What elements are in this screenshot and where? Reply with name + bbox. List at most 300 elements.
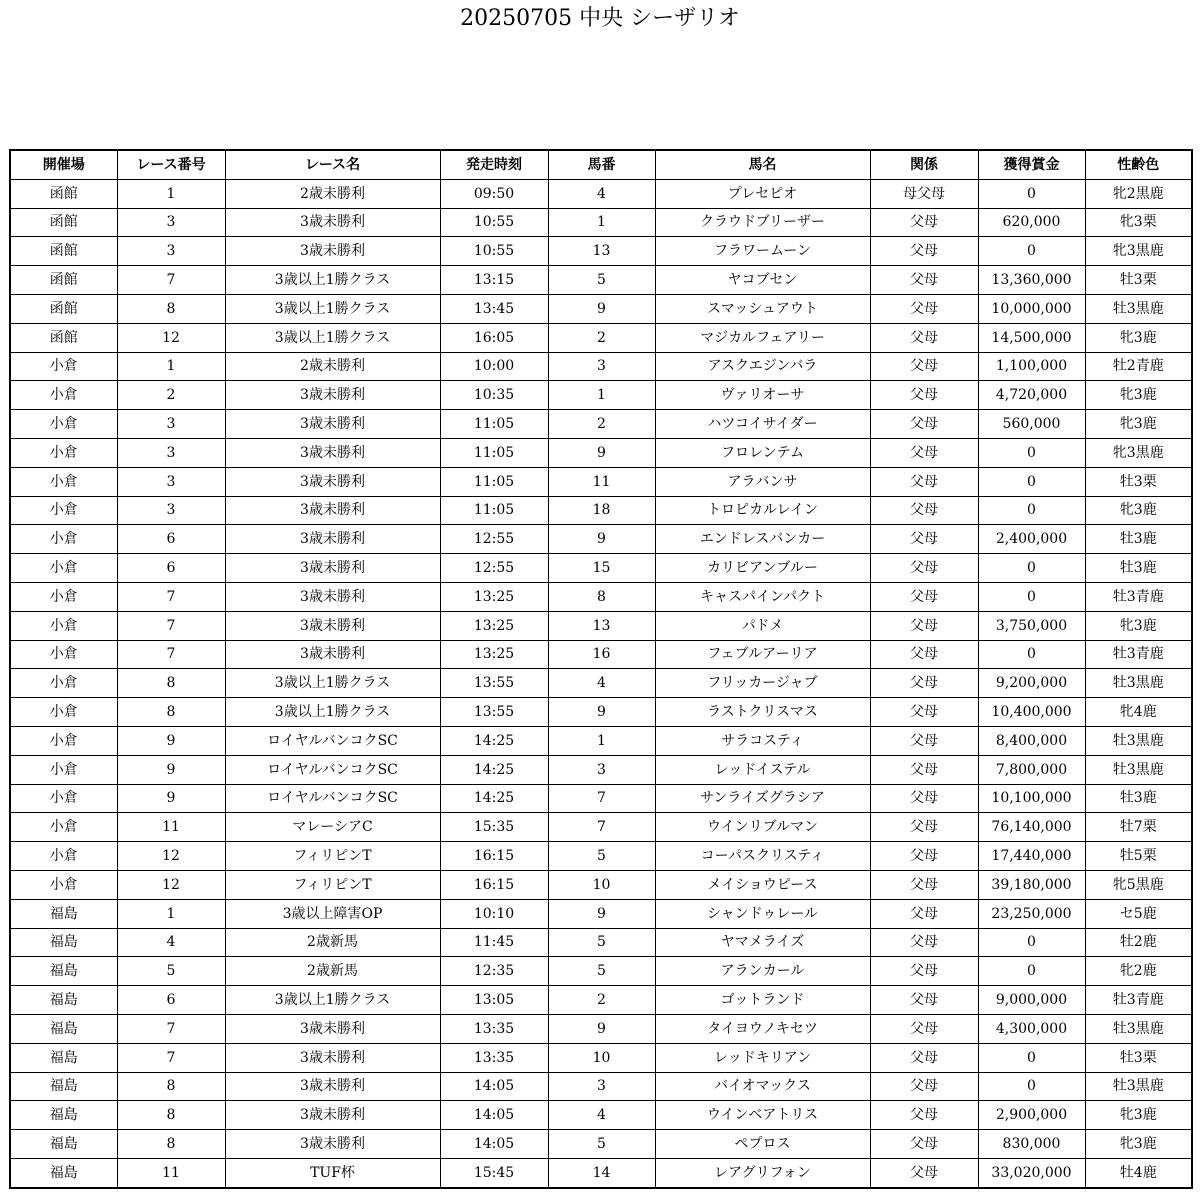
column-header-horse-number: 馬番	[548, 150, 655, 179]
sex-age-color-cell: 牝3鹿	[1085, 1101, 1192, 1130]
relation-cell: 父母	[870, 208, 978, 237]
relation-cell: 父母	[870, 352, 978, 381]
race-name-cell: 3歳以上1勝クラス	[225, 986, 440, 1015]
horse-number-cell: 7	[548, 813, 655, 842]
sex-age-color-cell: 牡3黒鹿	[1085, 1014, 1192, 1043]
post-time-cell: 16:15	[440, 870, 548, 899]
relation-cell: 父母	[870, 813, 978, 842]
horse-number-cell: 10	[548, 870, 655, 899]
prize-money-cell: 10,400,000	[978, 698, 1085, 727]
sex-age-color-cell: 牡3黒鹿	[1085, 294, 1192, 323]
venue-cell: 福島	[10, 1014, 117, 1043]
horse-name-cell: カリビアンブルー	[655, 554, 870, 583]
table-row	[10, 294, 1192, 323]
venue-cell: 福島	[10, 957, 117, 986]
relation-cell: 父母	[870, 611, 978, 640]
relation-cell: 父母	[870, 957, 978, 986]
prize-money-cell: 0	[978, 554, 1085, 583]
post-time-cell: 14:05	[440, 1101, 548, 1130]
table-row	[10, 640, 1192, 669]
horse-name-cell: アスクエジンバラ	[655, 352, 870, 381]
horse-name-cell: レッドイステル	[655, 755, 870, 784]
sex-age-color-cell: 牝4鹿	[1085, 698, 1192, 727]
column-header-prize-money: 獲得賞金	[978, 150, 1085, 179]
post-time-cell: 16:15	[440, 842, 548, 871]
race-number-cell: 11	[117, 1158, 225, 1187]
horse-number-cell: 3	[548, 1072, 655, 1101]
prize-money-cell: 0	[978, 237, 1085, 266]
venue-cell: 小倉	[10, 698, 117, 727]
post-time-cell: 13:25	[440, 611, 548, 640]
sex-age-color-cell: 牡3青鹿	[1085, 582, 1192, 611]
race-number-cell: 7	[117, 611, 225, 640]
column-header-horse-name: 馬名	[655, 150, 870, 179]
prize-money-cell: 2,400,000	[978, 525, 1085, 554]
race-name-cell: 3歳未勝利	[225, 640, 440, 669]
horse-name-cell: サンライズグラシア	[655, 784, 870, 813]
relation-cell: 父母	[870, 323, 978, 352]
post-time-cell: 11:05	[440, 410, 548, 439]
table-row	[10, 582, 1192, 611]
relation-cell: 父母	[870, 928, 978, 957]
horse-number-cell: 3	[548, 755, 655, 784]
table-row	[10, 467, 1192, 496]
relation-cell: 父母	[870, 1130, 978, 1159]
venue-cell: 福島	[10, 1043, 117, 1072]
race-name-cell: 3歳以上1勝クラス	[225, 323, 440, 352]
sex-age-color-cell: 牝3鹿	[1085, 496, 1192, 525]
prize-money-cell: 4,300,000	[978, 1014, 1085, 1043]
venue-cell: 小倉	[10, 813, 117, 842]
race-name-cell: 3歳未勝利	[225, 1130, 440, 1159]
race-name-cell: 3歳未勝利	[225, 1101, 440, 1130]
table-row	[10, 1158, 1192, 1187]
race-name-cell: 3歳以上1勝クラス	[225, 669, 440, 698]
post-time-cell: 14:25	[440, 784, 548, 813]
sex-age-color-cell: 牡3鹿	[1085, 554, 1192, 583]
table-row	[10, 698, 1192, 727]
horse-name-cell: スマッシュアウト	[655, 294, 870, 323]
post-time-cell: 10:55	[440, 208, 548, 237]
horse-name-cell: ラストクリスマス	[655, 698, 870, 727]
table-row	[10, 352, 1192, 381]
race-number-cell: 8	[117, 1072, 225, 1101]
post-time-cell: 10:00	[440, 352, 548, 381]
post-time-cell: 11:45	[440, 928, 548, 957]
horse-number-cell: 9	[548, 698, 655, 727]
table-row	[10, 784, 1192, 813]
horse-number-cell: 9	[548, 294, 655, 323]
race-name-cell: 3歳未勝利	[225, 496, 440, 525]
horse-name-cell: ヴァリオーサ	[655, 381, 870, 410]
table-row	[10, 1043, 1192, 1072]
table-row	[10, 870, 1192, 899]
post-time-cell: 13:05	[440, 986, 548, 1015]
table-row	[10, 266, 1192, 295]
relation-cell: 父母	[870, 640, 978, 669]
horse-number-cell: 2	[548, 986, 655, 1015]
venue-cell: 小倉	[10, 669, 117, 698]
sex-age-color-cell: 牝3鹿	[1085, 611, 1192, 640]
horse-name-cell: ヤマメライズ	[655, 928, 870, 957]
race-name-cell: フィリピンT	[225, 870, 440, 899]
horse-number-cell: 1	[548, 208, 655, 237]
sex-age-color-cell: 牝3鹿	[1085, 381, 1192, 410]
race-name-cell: 3歳未勝利	[225, 582, 440, 611]
venue-cell: 福島	[10, 928, 117, 957]
horse-name-cell: フェブルアーリア	[655, 640, 870, 669]
race-name-cell: 3歳未勝利	[225, 554, 440, 583]
horse-name-cell: バイオマックス	[655, 1072, 870, 1101]
table-row	[10, 410, 1192, 439]
race-number-cell: 8	[117, 294, 225, 323]
prize-money-cell: 0	[978, 582, 1085, 611]
horse-number-cell: 2	[548, 410, 655, 439]
race-name-cell: 3歳未勝利	[225, 237, 440, 266]
venue-cell: 小倉	[10, 784, 117, 813]
post-time-cell: 11:05	[440, 467, 548, 496]
sex-age-color-cell: 牡3黒鹿	[1085, 726, 1192, 755]
race-number-cell: 8	[117, 1130, 225, 1159]
relation-cell: 父母	[870, 438, 978, 467]
horse-number-cell: 13	[548, 237, 655, 266]
venue-cell: 函館	[10, 208, 117, 237]
race-number-cell: 8	[117, 669, 225, 698]
race-name-cell: 3歳以上1勝クラス	[225, 698, 440, 727]
race-number-cell: 3	[117, 496, 225, 525]
post-time-cell: 16:05	[440, 323, 548, 352]
race-number-cell: 3	[117, 208, 225, 237]
venue-cell: 小倉	[10, 755, 117, 784]
venue-cell: 函館	[10, 323, 117, 352]
post-time-cell: 11:05	[440, 438, 548, 467]
horse-number-cell: 2	[548, 323, 655, 352]
prize-money-cell: 0	[978, 438, 1085, 467]
sex-age-color-cell: 牝3鹿	[1085, 1130, 1192, 1159]
race-number-cell: 7	[117, 640, 225, 669]
post-time-cell: 11:05	[440, 496, 548, 525]
sex-age-color-cell: 牝5黒鹿	[1085, 870, 1192, 899]
table-row	[10, 496, 1192, 525]
race-number-cell: 1	[117, 899, 225, 928]
horse-number-cell: 4	[548, 179, 655, 208]
prize-money-cell: 1,100,000	[978, 352, 1085, 381]
table-row	[10, 842, 1192, 871]
race-name-cell: 3歳未勝利	[225, 525, 440, 554]
horse-number-cell: 9	[548, 1014, 655, 1043]
table-row	[10, 438, 1192, 467]
race-name-cell: 2歳未勝利	[225, 179, 440, 208]
post-time-cell: 13:25	[440, 640, 548, 669]
race-name-cell: 3歳以上障害OP	[225, 899, 440, 928]
relation-cell: 父母	[870, 266, 978, 295]
relation-cell: 父母	[870, 294, 978, 323]
sex-age-color-cell: 牡3青鹿	[1085, 986, 1192, 1015]
race-number-cell: 8	[117, 698, 225, 727]
venue-cell: 福島	[10, 899, 117, 928]
sex-age-color-cell: 牝3黒鹿	[1085, 438, 1192, 467]
race-number-cell: 6	[117, 554, 225, 583]
horse-number-cell: 11	[548, 467, 655, 496]
horse-name-cell: コーパスクリスティ	[655, 842, 870, 871]
post-time-cell: 09:50	[440, 179, 548, 208]
prize-money-cell: 0	[978, 640, 1085, 669]
prize-money-cell: 10,000,000	[978, 294, 1085, 323]
horse-name-cell: レアグリフォン	[655, 1158, 870, 1187]
sex-age-color-cell: 牝2鹿	[1085, 957, 1192, 986]
race-name-cell: 3歳未勝利	[225, 410, 440, 439]
race-number-cell: 7	[117, 1014, 225, 1043]
venue-cell: 小倉	[10, 582, 117, 611]
post-time-cell: 15:45	[440, 1158, 548, 1187]
relation-cell: 父母	[870, 381, 978, 410]
column-header-race-number: レース番号	[117, 150, 225, 179]
prize-money-cell: 0	[978, 179, 1085, 208]
relation-cell: 父母	[870, 1158, 978, 1187]
venue-cell: 小倉	[10, 438, 117, 467]
relation-cell: 父母	[870, 1101, 978, 1130]
race-number-cell: 3	[117, 467, 225, 496]
table-row	[10, 957, 1192, 986]
race-name-cell: マレーシアC	[225, 813, 440, 842]
race-name-cell: 3歳未勝利	[225, 467, 440, 496]
post-time-cell: 14:05	[440, 1072, 548, 1101]
race-number-cell: 7	[117, 266, 225, 295]
post-time-cell: 12:55	[440, 525, 548, 554]
relation-cell: 父母	[870, 698, 978, 727]
horse-name-cell: フロレンテム	[655, 438, 870, 467]
venue-cell: 小倉	[10, 842, 117, 871]
post-time-cell: 12:55	[440, 554, 548, 583]
table-row	[10, 525, 1192, 554]
prize-money-cell: 17,440,000	[978, 842, 1085, 871]
prize-money-cell: 0	[978, 496, 1085, 525]
sex-age-color-cell: 牡2鹿	[1085, 928, 1192, 957]
post-time-cell: 15:35	[440, 813, 548, 842]
horse-number-cell: 1	[548, 381, 655, 410]
horse-name-cell: ペプロス	[655, 1130, 870, 1159]
relation-cell: 父母	[870, 986, 978, 1015]
venue-cell: 函館	[10, 179, 117, 208]
horse-number-cell: 5	[548, 842, 655, 871]
race-name-cell: 2歳未勝利	[225, 352, 440, 381]
horse-name-cell: キャスパインパクト	[655, 582, 870, 611]
race-name-cell: 3歳以上1勝クラス	[225, 294, 440, 323]
table-row	[10, 611, 1192, 640]
venue-cell: 小倉	[10, 611, 117, 640]
venue-cell: 福島	[10, 1072, 117, 1101]
sex-age-color-cell: 牝3栗	[1085, 208, 1192, 237]
relation-cell: 父母	[870, 582, 978, 611]
venue-cell: 小倉	[10, 496, 117, 525]
table-row	[10, 554, 1192, 583]
prize-money-cell: 7,800,000	[978, 755, 1085, 784]
sex-age-color-cell: 牡3栗	[1085, 266, 1192, 295]
race-number-cell: 3	[117, 410, 225, 439]
venue-cell: 福島	[10, 1158, 117, 1187]
venue-cell: 小倉	[10, 410, 117, 439]
prize-money-cell: 39,180,000	[978, 870, 1085, 899]
horse-number-cell: 14	[548, 1158, 655, 1187]
prize-money-cell: 23,250,000	[978, 899, 1085, 928]
venue-cell: 小倉	[10, 726, 117, 755]
sex-age-color-cell: 牡5栗	[1085, 842, 1192, 871]
prize-money-cell: 0	[978, 928, 1085, 957]
table-row	[10, 381, 1192, 410]
horse-name-cell: トロピカルレイン	[655, 496, 870, 525]
prize-money-cell: 9,000,000	[978, 986, 1085, 1015]
horse-name-cell: クラウドブリーザー	[655, 208, 870, 237]
race-name-cell: 3歳未勝利	[225, 208, 440, 237]
horse-number-cell: 13	[548, 611, 655, 640]
sex-age-color-cell: 牡3鹿	[1085, 784, 1192, 813]
table-row	[10, 1130, 1192, 1159]
prize-money-cell: 0	[978, 1072, 1085, 1101]
post-time-cell: 13:15	[440, 266, 548, 295]
race-name-cell: 3歳未勝利	[225, 381, 440, 410]
horse-name-cell: サラコスティ	[655, 726, 870, 755]
race-name-cell: ロイヤルバンコクSC	[225, 726, 440, 755]
relation-cell: 父母	[870, 870, 978, 899]
column-header-relation: 関係	[870, 150, 978, 179]
race-number-cell: 4	[117, 928, 225, 957]
table-row	[10, 669, 1192, 698]
sex-age-color-cell: 牝2黒鹿	[1085, 179, 1192, 208]
race-number-cell: 5	[117, 957, 225, 986]
sex-age-color-cell: 牡3黒鹿	[1085, 1072, 1192, 1101]
prize-money-cell: 0	[978, 467, 1085, 496]
relation-cell: 父母	[870, 237, 978, 266]
horse-number-cell: 8	[548, 582, 655, 611]
relation-cell: 父母	[870, 755, 978, 784]
horse-name-cell: シャンドゥレール	[655, 899, 870, 928]
race-number-cell: 3	[117, 237, 225, 266]
sex-age-color-cell: 牡3鹿	[1085, 525, 1192, 554]
venue-cell: 福島	[10, 986, 117, 1015]
prize-money-cell: 14,500,000	[978, 323, 1085, 352]
venue-cell: 函館	[10, 266, 117, 295]
race-number-cell: 1	[117, 179, 225, 208]
horse-number-cell: 1	[548, 726, 655, 755]
column-header-sex-age-color: 性齢色	[1085, 150, 1192, 179]
post-time-cell: 13:55	[440, 669, 548, 698]
prize-money-cell: 9,200,000	[978, 669, 1085, 698]
venue-cell: 福島	[10, 1101, 117, 1130]
race-name-cell: フィリピンT	[225, 842, 440, 871]
post-time-cell: 13:45	[440, 294, 548, 323]
prize-money-cell: 0	[978, 1043, 1085, 1072]
race-number-cell: 1	[117, 352, 225, 381]
relation-cell: 母父母	[870, 179, 978, 208]
prize-money-cell: 2,900,000	[978, 1101, 1085, 1130]
race-name-cell: 3歳未勝利	[225, 611, 440, 640]
horse-number-cell: 5	[548, 957, 655, 986]
sex-age-color-cell: 牡3青鹿	[1085, 640, 1192, 669]
venue-cell: 小倉	[10, 554, 117, 583]
sex-age-color-cell: 牝3鹿	[1085, 323, 1192, 352]
column-header-venue: 開催場	[10, 150, 117, 179]
post-time-cell: 13:55	[440, 698, 548, 727]
horse-name-cell: フラワームーン	[655, 237, 870, 266]
table-row	[10, 726, 1192, 755]
horse-name-cell: ハツコイサイダー	[655, 410, 870, 439]
race-number-cell: 11	[117, 813, 225, 842]
sex-age-color-cell: 牡3栗	[1085, 467, 1192, 496]
relation-cell: 父母	[870, 1014, 978, 1043]
table-body	[10, 179, 1192, 1187]
relation-cell: 父母	[870, 784, 978, 813]
race-number-cell: 7	[117, 582, 225, 611]
prize-money-cell: 830,000	[978, 1130, 1085, 1159]
race-name-cell: 3歳未勝利	[225, 438, 440, 467]
horse-number-cell: 4	[548, 669, 655, 698]
table-row	[10, 755, 1192, 784]
table-row	[10, 237, 1192, 266]
post-time-cell: 13:35	[440, 1014, 548, 1043]
prize-money-cell: 620,000	[978, 208, 1085, 237]
table-row	[10, 899, 1192, 928]
race-number-cell: 9	[117, 755, 225, 784]
horse-number-cell: 3	[548, 352, 655, 381]
horse-name-cell: パドメ	[655, 611, 870, 640]
horse-name-cell: ヤコブセン	[655, 266, 870, 295]
horse-number-cell: 9	[548, 899, 655, 928]
horse-number-cell: 9	[548, 525, 655, 554]
table-row	[10, 986, 1192, 1015]
relation-cell: 父母	[870, 726, 978, 755]
post-time-cell: 14:25	[440, 726, 548, 755]
horse-name-cell: アランカール	[655, 957, 870, 986]
relation-cell: 父母	[870, 467, 978, 496]
sex-age-color-cell: 牝3黒鹿	[1085, 237, 1192, 266]
table-row	[10, 813, 1192, 842]
venue-cell: 小倉	[10, 381, 117, 410]
horse-number-cell: 9	[548, 438, 655, 467]
prize-money-cell: 76,140,000	[978, 813, 1085, 842]
relation-cell: 父母	[870, 525, 978, 554]
horse-number-cell: 10	[548, 1043, 655, 1072]
race-number-cell: 9	[117, 784, 225, 813]
horse-name-cell: メイショウピース	[655, 870, 870, 899]
race-number-cell: 7	[117, 1043, 225, 1072]
relation-cell: 父母	[870, 496, 978, 525]
prize-money-cell: 10,100,000	[978, 784, 1085, 813]
race-name-cell: 2歳新馬	[225, 928, 440, 957]
table-row	[10, 928, 1192, 957]
race-name-cell: ロイヤルバンコクSC	[225, 784, 440, 813]
prize-money-cell: 560,000	[978, 410, 1085, 439]
race-name-cell: 2歳新馬	[225, 957, 440, 986]
horse-number-cell: 15	[548, 554, 655, 583]
race-number-cell: 2	[117, 381, 225, 410]
prize-money-cell: 4,720,000	[978, 381, 1085, 410]
venue-cell: 小倉	[10, 525, 117, 554]
venue-cell: 小倉	[10, 640, 117, 669]
table-row	[10, 1101, 1192, 1130]
race-results-table	[9, 149, 1193, 1189]
sex-age-color-cell: 牡3栗	[1085, 1043, 1192, 1072]
race-number-cell: 3	[117, 438, 225, 467]
horse-name-cell: プレセピオ	[655, 179, 870, 208]
prize-money-cell: 33,020,000	[978, 1158, 1085, 1187]
relation-cell: 父母	[870, 1043, 978, 1072]
venue-cell: 福島	[10, 1130, 117, 1159]
horse-name-cell: フリッカージャブ	[655, 669, 870, 698]
prize-money-cell: 0	[978, 957, 1085, 986]
horse-name-cell: ウインベアトリス	[655, 1101, 870, 1130]
relation-cell: 父母	[870, 554, 978, 583]
relation-cell: 父母	[870, 842, 978, 871]
